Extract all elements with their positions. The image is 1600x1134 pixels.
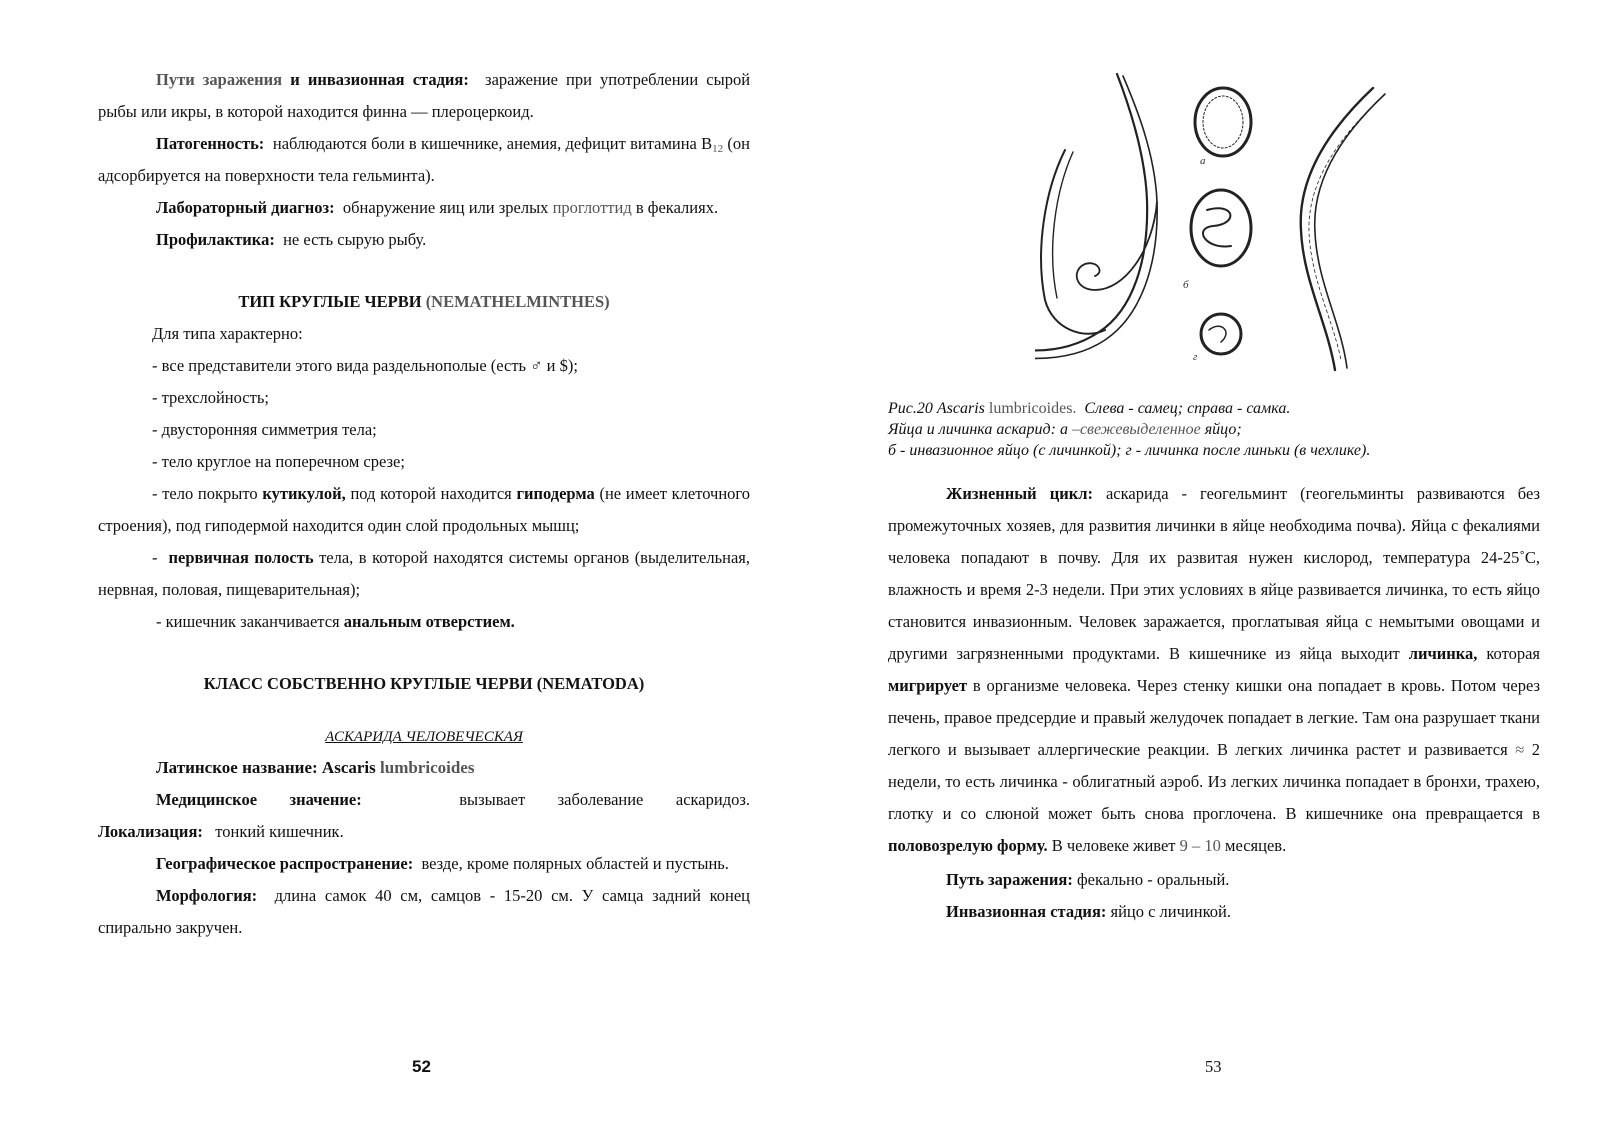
pathogenicity-paragraph <box>98 128 750 192</box>
invasive-stage-label: Инвазионная стадия: <box>946 902 1107 921</box>
life-cycle-term: половозрелую форму. <box>888 836 1048 855</box>
latin-name-label: Латинское название: Ascaris <box>156 758 376 777</box>
feature-text: (не имеет клеточного строения), под гиподермой находится один слой продольных мышц; <box>98 484 751 535</box>
caption-species: lumbricoides. <box>988 400 1077 417</box>
feature-item: - все представители этого вида раздельнополые (есть ♂ и $); <box>152 356 578 375</box>
morphology-label: Морфология: <box>156 886 258 905</box>
medical-label: Медицинское значение: <box>156 790 362 809</box>
prevention-paragraph <box>98 224 750 256</box>
diagnosis-paragraph <box>98 192 750 224</box>
infection-route-text: фекально - оральный. <box>1076 870 1230 889</box>
class-heading: КЛАСС СОБСТВЕННО КРУГЛЫЕ ЧЕРВИ (NEMATODA) <box>203 674 645 693</box>
type-intro: Для типа характерно: <box>152 324 303 343</box>
caption-text: Рис.20 Ascaris <box>888 400 985 417</box>
geography-paragraph <box>98 848 750 880</box>
feature-text: - тело покрыто <box>152 484 258 503</box>
feature-text: - <box>152 548 158 567</box>
pathogenicity-label: Патогенность: <box>156 134 265 153</box>
pathogenicity-text-2: (он адсорбируется на поверхности тела гельминта). <box>98 134 751 185</box>
caption-line-3: б - инвазионное яйцо (с личинкой); г - личинка после линьки (в чехлике). <box>888 442 1371 459</box>
feature-term: кутикулой, <box>262 484 346 503</box>
pathogenicity-text: наблюдаются боли в кишечнике, анемия, дефицит витамина B <box>272 134 713 153</box>
feature-term: анальным отверстием. <box>343 612 515 631</box>
caption-text: яйцо; <box>1204 421 1242 438</box>
life-cycle-term: личинка, <box>1408 644 1478 663</box>
life-cycle-paragraph <box>888 478 1540 862</box>
feature-item: - двусторонняя симметрия тела; <box>152 420 377 439</box>
feature-text: под которой находится <box>350 484 512 503</box>
feature-item-cavity <box>98 542 750 606</box>
feature-item: - трехслойность; <box>152 388 269 407</box>
lifespan-value: 9 – 10 <box>1179 836 1221 855</box>
geography-text: везде, кроме полярных областей и пустынь. <box>421 854 729 873</box>
prevention-text: не есть сырую рыбу. <box>283 230 427 249</box>
medical-text: вызывает заболевание аскаридоз. <box>459 790 750 809</box>
invasive-stage-text: яйцо с личинкой. <box>1110 902 1231 921</box>
diagnosis-text-2: в фекалиях. <box>635 198 719 217</box>
type-heading <box>98 286 750 318</box>
morphology-text: длина самок 40 см, самцов - 15-20 см. У самца задний конец спирально закручен. <box>98 886 751 937</box>
left-page <box>98 0 750 1134</box>
feature-term: первичная полость <box>168 548 314 567</box>
latin-name-paragraph <box>98 752 750 784</box>
diagnosis-text: обнаружение яиц или зрелых <box>342 198 549 217</box>
right-page <box>888 0 1540 1134</box>
life-cycle-text: В человеке живет <box>1051 836 1176 855</box>
page-number-left: 52 <box>412 1057 431 1076</box>
feature-term: гиподерма <box>516 484 595 503</box>
geography-label: Географическое распространение: <box>156 854 414 873</box>
species-heading: АСКАРИДА ЧЕЛОВЕЧЕСКАЯ <box>325 729 523 745</box>
diagnosis-term: проглоттид <box>552 198 632 217</box>
diagnosis-label: Лабораторный диагноз: <box>156 198 335 217</box>
feature-item: - тело круглое на поперечном срезе; <box>152 452 405 471</box>
approx-symbol: ≈ <box>1515 740 1525 759</box>
invasive-stage-paragraph <box>888 896 1540 928</box>
feature-text: тела, в которой находятся системы органов (выделительная, нервная, половая, пищеварительная); <box>98 548 751 599</box>
caption-text: Яйца и личинка аскарид: а <box>888 421 1068 438</box>
localization-paragraph <box>98 816 750 848</box>
infection-label-2: и инвазионная стадия: <box>290 70 469 89</box>
life-cycle-text: аскарида - геогельминт (геогельминты развиваются без промежуточных хозяев, для развития личинки в яйце необходима почва). Яйца с фекалиями человека попадают в почву. Для их развитая нужен кислород, температура 24-25˚С, влажность и время 2-3 недели. При этих условиях в яйце развивается личинка, то есть яйцо становится инвазионным. Человек заражается, проглатывая яйца с немытыми овощами и другими загрязненными продуктами. В кишечнике из яйца выходит <box>888 484 1541 663</box>
life-cycle-text: месяцев. <box>1225 836 1287 855</box>
localization-label: Локализация: <box>98 822 203 841</box>
localization-text: тонкий кишечник. <box>215 822 344 841</box>
medical-paragraph <box>98 784 750 816</box>
prevention-label: Профилактика: <box>156 230 275 249</box>
infection-route-paragraph <box>888 864 1540 896</box>
fig-letter-b: б <box>1183 279 1189 291</box>
feature-item-cuticle <box>98 478 750 542</box>
infection-paragraph <box>98 64 750 128</box>
feature-text: - кишечник заканчивается <box>156 612 340 631</box>
caption-term: –свежевыделенное <box>1071 421 1201 438</box>
type-heading-text: ТИП КРУГЛЫЕ ЧЕРВИ <box>238 292 422 311</box>
caption-text: Слева - самец; справа - самка. <box>1084 400 1291 417</box>
fig-letter-a: а <box>1200 155 1206 167</box>
page-number-right: 53 <box>1205 1057 1222 1076</box>
feature-item-intestine <box>98 606 750 638</box>
infection-text: заражение при употреблении сырой рыбы или икры, в которой находится финна — плероцеркоид. <box>98 70 751 121</box>
infection-route-label: Путь заражения: <box>946 870 1073 889</box>
infection-label: Пути заражения <box>156 70 283 89</box>
life-cycle-text: в организме человека. Через стенку кишки она попадает в кровь. Потом через печень, правое предсердие и правый желудочек попадает в легкие. Там она разрушает ткани легкого и вызывает аллергические реакции. В легких личинка растет и развивается <box>888 676 1541 759</box>
life-cycle-text: которая <box>1486 644 1540 663</box>
latin-species: lumbricoides <box>380 758 475 777</box>
morphology-paragraph <box>98 880 750 944</box>
type-heading-latin: (NEMATHELMINTHES) <box>425 292 610 311</box>
fig-letter-g: г <box>1193 351 1198 363</box>
life-cycle-text: 2 недели, то есть личинка - облигатный аэроб. Из легких личинка попадает в бронхи, трахею, глотку и со слюной может быть снова проглочена. В кишечнике она превращается в <box>888 740 1541 823</box>
life-cycle-term: мигрирует <box>888 676 968 695</box>
b12-subscript: 12 <box>712 143 724 155</box>
life-cycle-label: Жизненный цикл: <box>946 484 1093 503</box>
